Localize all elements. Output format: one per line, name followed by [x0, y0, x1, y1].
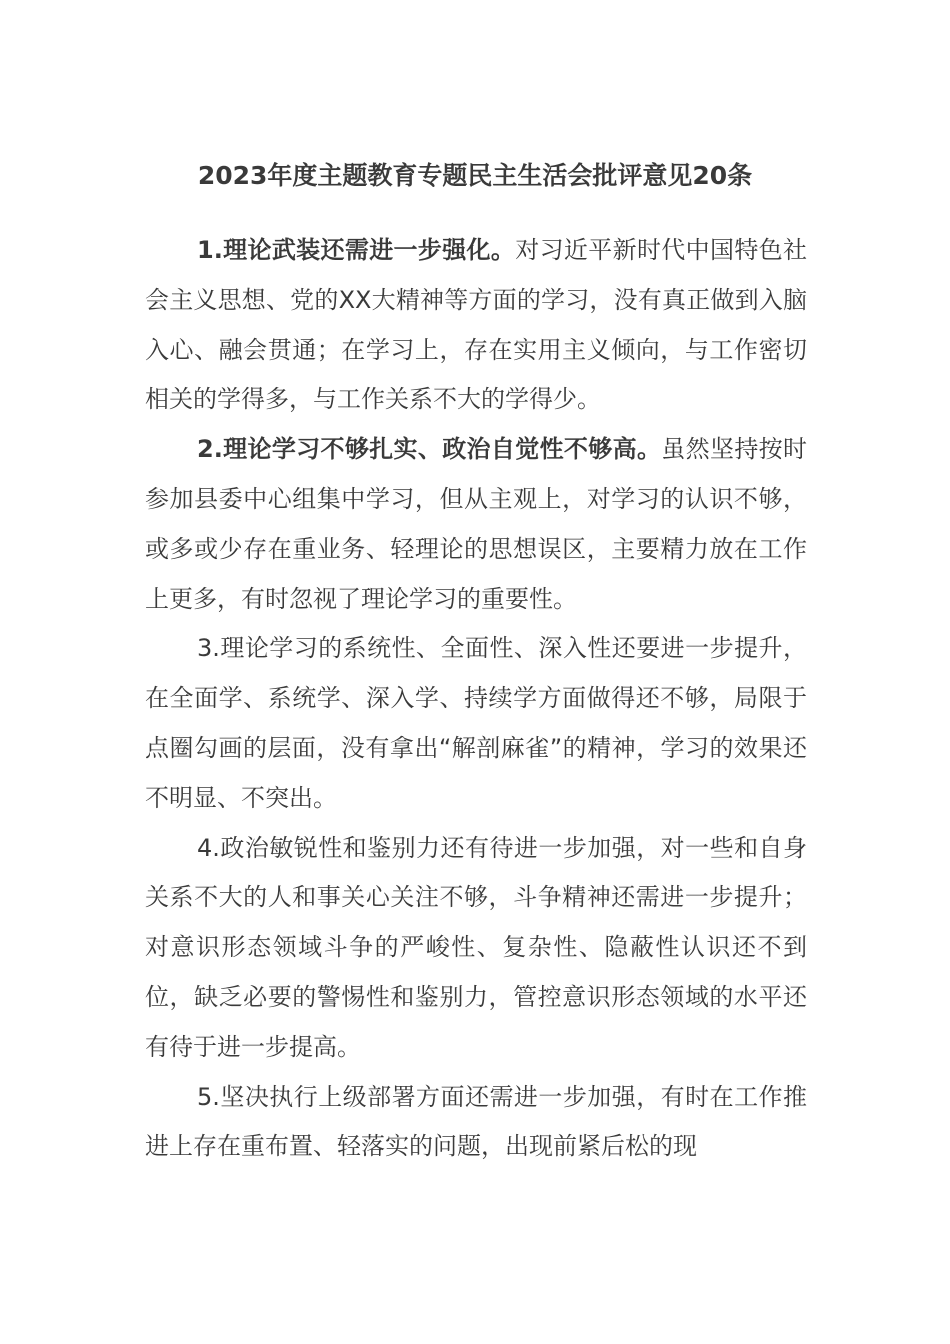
paragraph-1: [145, 226, 807, 425]
paragraph-2: [145, 425, 807, 624]
paragraph-1-text: 对习近平新时代中国特色社会主义思想、党的XX大精神等方面的学习，没有真正做到入脑入心、融会贯通；在学习上，存在实用主义倾向，与工作密切相关的学得多，与工作关系不大的学得少。: [145, 236, 807, 414]
document-body: [145, 226, 807, 1172]
paragraph-4: [145, 824, 807, 1073]
paragraph-3: [145, 624, 807, 823]
paragraph-5: [145, 1073, 807, 1173]
paragraph-4-text: 4.政治敏锐性和鉴别力还有待进一步加强，对一些和自身关系不大的人和事关心关注不够，斗争精神还需进一步提升；对意识形态领域斗争的严峻性、复杂性、隐蔽性认识还不到位，缺乏必要的警惕性和鉴别力，管控意识形态领域的水平还有待于进一步提高。: [145, 833, 807, 1061]
paragraph-2-text: 虽然坚持按时参加县委中心组集中学习，但从主观上，对学习的认识不够，或多或少存在重业务、轻理论的思想误区，主要精力放在工作上更多，有时忽视了理论学习的重要性。: [145, 435, 807, 613]
paragraph-1-heading: 1.理论武装还需进一步强化。: [197, 236, 516, 264]
paragraph-5-text: 5.坚决执行上级部署方面还需进一步加强，有时在工作推进上存在重布置、轻落实的问题，出现前紧后松的现: [145, 1082, 807, 1161]
paragraph-3-text: 3.理论学习的系统性、全面性、深入性还要进一步提升，在全面学、系统学、深入学、持续学方面做得还不够，局限于点圈勾画的层面，没有拿出“解剖麻雀”的精神，学习的效果还不明显、不突出。: [145, 634, 807, 812]
document-title: 2023年度主题教育专题民主生活会批评意见20条: [197, 161, 753, 190]
paragraph-2-heading: 2.理论学习不够扎实、政治自觉性不够高。: [197, 435, 662, 464]
